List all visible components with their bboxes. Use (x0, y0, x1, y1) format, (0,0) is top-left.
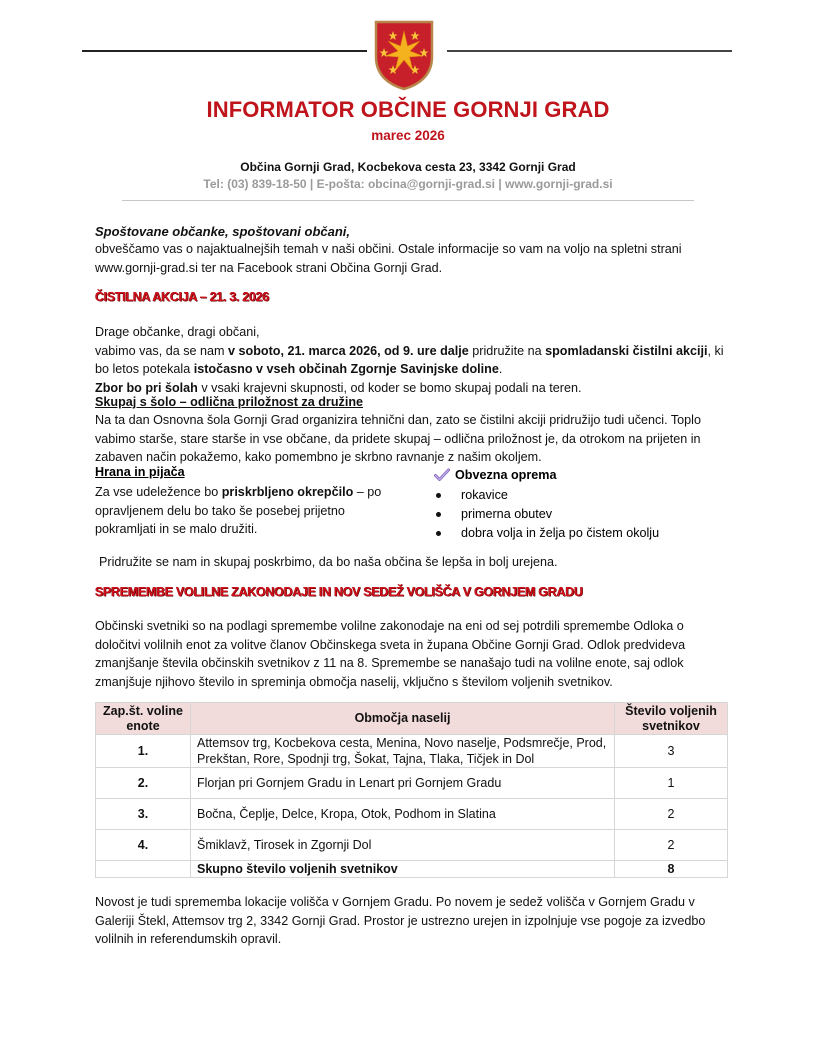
table-total-row (96, 861, 728, 878)
cleanup-invitation (95, 323, 730, 397)
equipment-list (434, 467, 734, 543)
header-rule-right (447, 50, 732, 52)
list-item-label: rokavice (461, 488, 508, 502)
issue-date: marec 2026 (371, 128, 445, 143)
total-value: 8 (615, 861, 728, 878)
contact-info: Tel: (03) 839-18-50 | E-pošta: obcina@gornji-grad.si | www.gornji-grad.si (203, 177, 613, 191)
list-item-label: primerna obutev (461, 507, 553, 521)
coat-of-arms-icon (373, 19, 435, 91)
polling-location-text: Novost je tudi sprememba lokacije volišča v Gornjem Gradu. Po novem je sedež volišča v Gornjem Gradu v Galeriji Štekl, Attemsov trg 2, 3342 Gornji Grad. Prostor je ustrezno urejen in izpolnjuje vse pogoje za izvedbo volilnih in referendumskih opravil. (95, 895, 706, 946)
text-span: v vsaki krajevni skupnosti, od koder se bomo skupaj podali na teren. (197, 380, 582, 395)
greeting: Spoštovane občanke, spoštovani občani, (95, 224, 351, 239)
event-name: spomladanski čistilni akciji (545, 343, 708, 358)
text-span: Za vse udeležence bo (95, 485, 222, 499)
electoral-units-table (95, 702, 728, 878)
text-span: . (498, 362, 503, 376)
unit-count: 2 (615, 830, 728, 861)
table-row (96, 768, 728, 799)
header-areas: Območja naselij (191, 703, 615, 735)
unit-number: 1. (96, 735, 191, 768)
intro-text: obveščamo vas o najaktualnejših temah v naši občini. Ostale informacije so vam na voljo na spletni strani www.gornji-grad.si ter na Facebook strani Občina Gornji Grad. (95, 242, 682, 275)
list-item (434, 486, 734, 505)
table-header-row (96, 703, 728, 735)
header-rule-left (82, 50, 367, 52)
header-councillors: Število voljenih svetnikov (615, 703, 728, 735)
cleanup-salutation: Drage občanke, dragi občani, (95, 325, 260, 339)
list-item-label: dobra volja in želja po čistem okolju (461, 526, 660, 540)
cleanup-heading: ČISTILNA AKCIJA – 21. 3. 2026 (95, 290, 270, 304)
table-row (96, 799, 728, 830)
unit-count: 1 (615, 768, 728, 799)
list-item (434, 505, 734, 524)
equipment-heading-label: Obvezna oprema (455, 468, 557, 482)
cleanup-paragraph-1 (95, 342, 730, 379)
unit-number: 2. (96, 768, 191, 799)
meeting-point: Zbor bo pri šolah (95, 380, 198, 395)
unit-count: 3 (615, 735, 728, 768)
elections-heading: SPREMEMBE VOLILNE ZAKONODAJE IN NOV SEDEŽ VOLIŠČA V GORNJEM GRADU (95, 585, 583, 599)
unit-areas: Šmiklavž, Tirosek in Zgornji Dol (191, 830, 615, 861)
bullet-icon (436, 512, 441, 517)
school-text: Na ta dan Osnovna šola Gornji Grad organizira tehnični dan, zato se čistilni akciji pridružijo tudi učenci. Toplo vabimo starše, stare starše in vse občane, da pridete skupaj – odlična priložnost je, da otrokom na prijeten in zabaven način pokažemo, kako pomembno je skrbno ravnanje z našim okoljem. (95, 413, 701, 464)
bullet-icon (436, 531, 441, 536)
header-separator (122, 200, 694, 201)
checkmark-icon (434, 468, 450, 482)
list-item (434, 524, 734, 543)
food-text (95, 483, 395, 539)
text-span: vabimo vas, da se nam (95, 343, 228, 358)
header-unit-number: Zap.št. voline enote (96, 703, 191, 735)
table-row (96, 830, 728, 861)
cleanup-closing: Pridružite se nam in skupaj poskrbimo, da bo naša občina še lepša in bolj urejena. (99, 555, 558, 569)
event-scope: istočasno v vseh občinah Zgornje Savinjske doline (193, 362, 499, 376)
newsletter-title: INFORMATOR OBČINE GORNJI GRAD (206, 97, 610, 122)
unit-areas: Attemsov trg, Kocbekova cesta, Menina, Novo naselje, Podsmrečje, Prod, Prekštan, Rore, Spodnji trg, Šokat, Tajna, Tlaka, Tičjek in Dol (191, 735, 615, 768)
unit-number: 3. (96, 799, 191, 830)
unit-count: 2 (615, 799, 728, 830)
food-heading: Hrana in pijača (95, 465, 185, 479)
bullet-icon (436, 493, 441, 498)
text-span: , ki bo letos potekala (95, 343, 724, 376)
total-empty-cell (96, 861, 191, 878)
unit-number: 4. (96, 830, 191, 861)
unit-areas: Bočna, Čeplje, Delce, Kropa, Otok, Podhom in Slatina (191, 799, 615, 830)
table-row (96, 735, 728, 768)
equipment-heading (434, 467, 734, 483)
total-label: Skupno število voljenih svetnikov (191, 861, 615, 878)
municipality-address: Občina Gornji Grad, Kocbekova cesta 23, 3342 Gornji Grad (240, 160, 576, 174)
refreshments: priskrbljeno okrepčilo (221, 485, 354, 499)
text-span: – po opravljenem delu bo tako še posebej prijetno pokramljati in se malo družiti. (95, 485, 382, 536)
text-span: pridružite na (468, 343, 546, 358)
event-date: v soboto, 21. marca 2026, od 9. ure dalje (228, 343, 469, 358)
elections-text: Občinski svetniki so na podlagi spremembe volilne zakonodaje na eni od sej potrdili spremembe Odloka o določitvi volilnih enot za volitve članov Občinskega sveta in župana Občine Gornji Grad. Odlok predvideva zmanjšanje števila občinskih svetnikov z 11 na 8. Spremembe se nanašajo tudi na volilne enote, saj odlok zmanjšuje njihovo število in spreminja območja naselij, vključno s številom voljenih svetnikov. (95, 619, 686, 689)
school-heading: Skupaj s šolo – odlična priložnost za družine (95, 395, 364, 409)
unit-areas: Florjan pri Gornjem Gradu in Lenart pri Gornjem Gradu (191, 768, 615, 799)
